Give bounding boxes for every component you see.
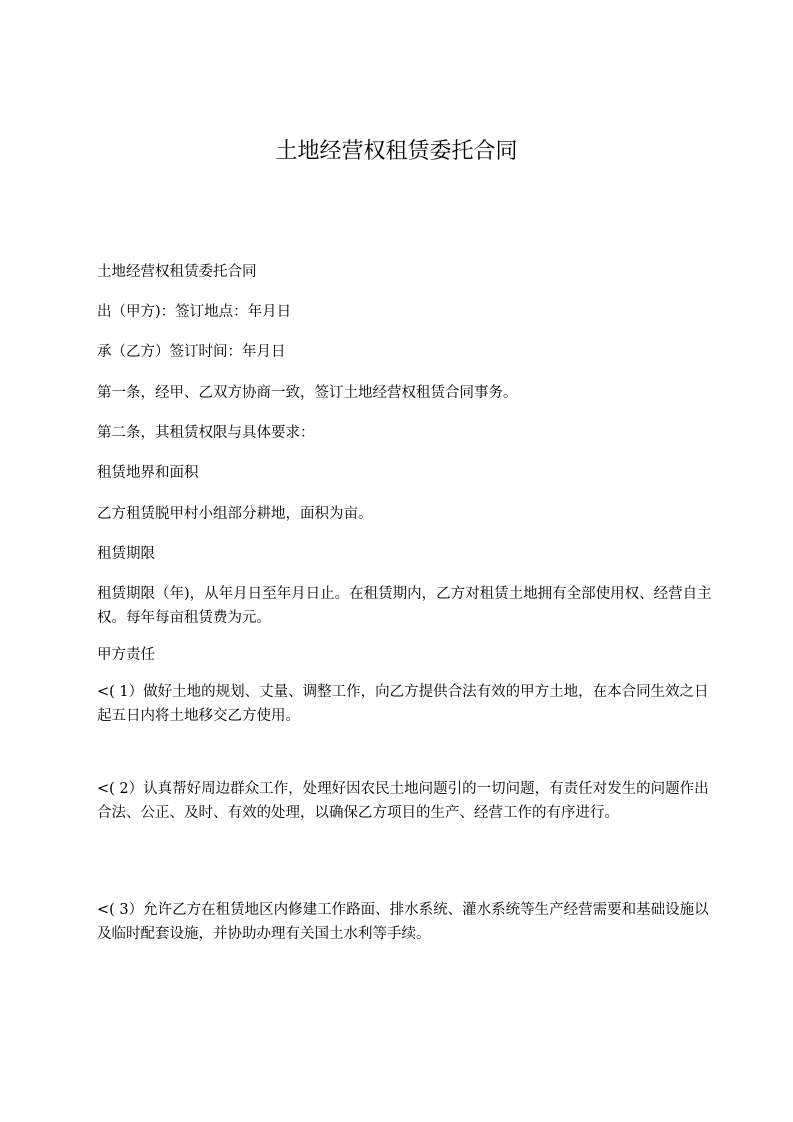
duty-item-3: <( 3）允许乙方在租赁地区内修建工作路面、排水系统、灌水系统等生产经营需要和基础设施以及临时配套设施，并协助办理有关国土水利等手续。 xyxy=(97,902,709,942)
article-two: 第二条，其租赁权限与具体要求： xyxy=(97,425,315,441)
section-heading-lease-term: 租赁期限 xyxy=(97,546,155,562)
contract-heading: 土地经营权租赁委托合同 xyxy=(97,264,257,280)
section-heading-boundary-area: 租赁地界和面积 xyxy=(97,465,199,481)
section-heading-party-a-duties: 甲方责任 xyxy=(97,647,155,663)
duty-item-1: <( 1）做好土地的规划、丈量、调整工作，向乙方提供合法有效的甲方土地，在本合同生效之日起五日内将土地移交乙方使用。 xyxy=(97,684,709,724)
boundary-area-text: 乙方租赁脱甲村小组部分耕地，面积为亩。 xyxy=(97,506,373,522)
article-one: 第一条，经甲、乙双方协商一致，签订土地经营权租赁合同事务。 xyxy=(97,385,518,401)
party-b-line: 承（乙方）签订时间：年月日 xyxy=(97,344,286,360)
party-a-line: 出（甲方)：签订地点：年月日 xyxy=(97,304,292,320)
lease-term-text: 租赁期限（年)，从年月日至年月日止。在租赁期内，乙方对租赁土地拥有全部使用权、经营自主权。每年每亩租赁费为元。 xyxy=(97,586,712,626)
document-title: 土地经营权租赁委托合同 xyxy=(275,139,518,164)
duty-item-2: <( 2）认真帮好周边群众工作，处理好因农民土地问题引的一切问题，有责任对发生的问题作出合法、公正、及时、有效的处理，以确保乙方项目的生产、经营工作的有序进行。 xyxy=(97,781,709,821)
